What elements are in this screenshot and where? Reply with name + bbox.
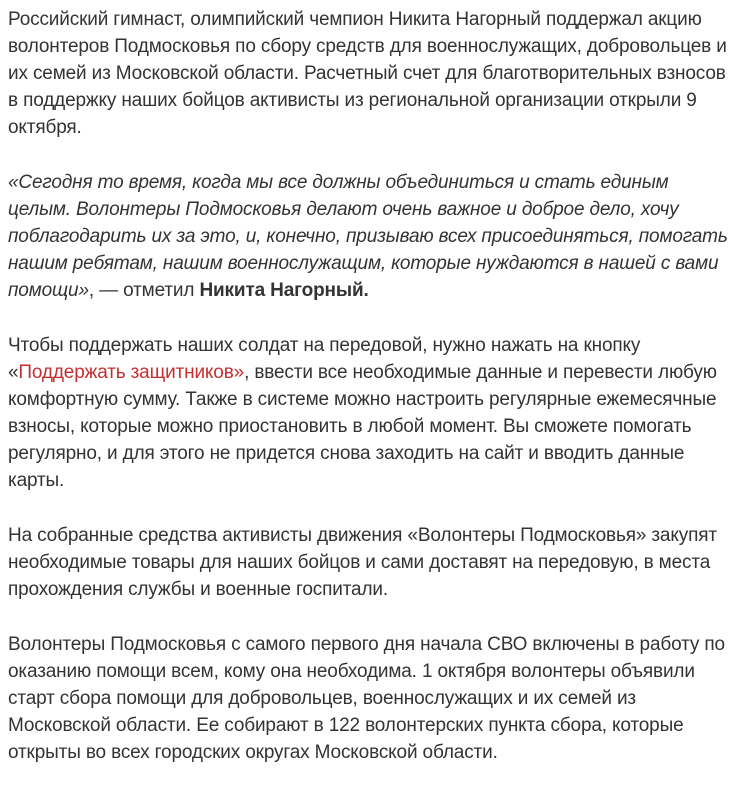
text-run: Чтобы поддержать наших солдат на передовой, нужно нажать на кнопку « xyxy=(8,335,641,383)
text-run: , ввести все необходимые данные и перевести любую комфортную сумму. Также в системе можно настроить регулярные ежемесячные взносы, которые можно приостановить в любой момент. Вы сможете помогать регулярно, и для этого не придется снова заходить на сайт и вводить данные карты. xyxy=(8,362,717,491)
text-run: На собранные средства активисты движения «Волонтеры Подмосковья» закупят необходимые товары для наших бойцов и сами доставят на передовую, в места прохождения службы и военные госпитали. xyxy=(8,525,717,600)
intro-paragraph xyxy=(8,6,731,141)
funds-usage-paragraph xyxy=(8,522,731,603)
support-instructions-paragraph xyxy=(8,332,731,494)
quote-paragraph xyxy=(8,169,731,304)
volunteers-info-paragraph xyxy=(8,631,731,766)
text-run: , — отметил xyxy=(88,280,200,301)
text-run: Российский гимнаст, олимпийский чемпион Никита Нагорный поддержал акцию волонтеров Подмосковья по сбору средств для военнослужащих, добровольцев и их семей из Московской области. Расчетный счет для благотворительных взносов в поддержку наших бойцов активисты из региональной организации открыли 9 октября. xyxy=(8,9,727,138)
text-run: Волонтеры Подмосковья с самого первого дня начала СВО включены в работу по оказанию помощи всем, кому она необходима. 1 октября волонтеры объявили старт сбора помощи для добровольцев, военнослужащих и их семей из Московской области. Ее собирают в 122 волонтерских пункта сбора, которые открыты во всех городских округах Московской области. xyxy=(8,634,725,763)
support-defenders-link[interactable]: Поддержать защитников» xyxy=(18,362,245,383)
quote-text: «Сегодня то время, когда мы все должны объединиться и стать единым целым. Волонтеры Подмосковья делают очень важное и доброе дело, хочу поблагодарить их за это, и, конечно, призываю всех присоединяться, помогать нашим ребятам, нашим военнослужащим, которые нуждаются в нашей с вами помощи» xyxy=(8,172,728,301)
person-name: Никита Нагорный. xyxy=(199,280,369,301)
